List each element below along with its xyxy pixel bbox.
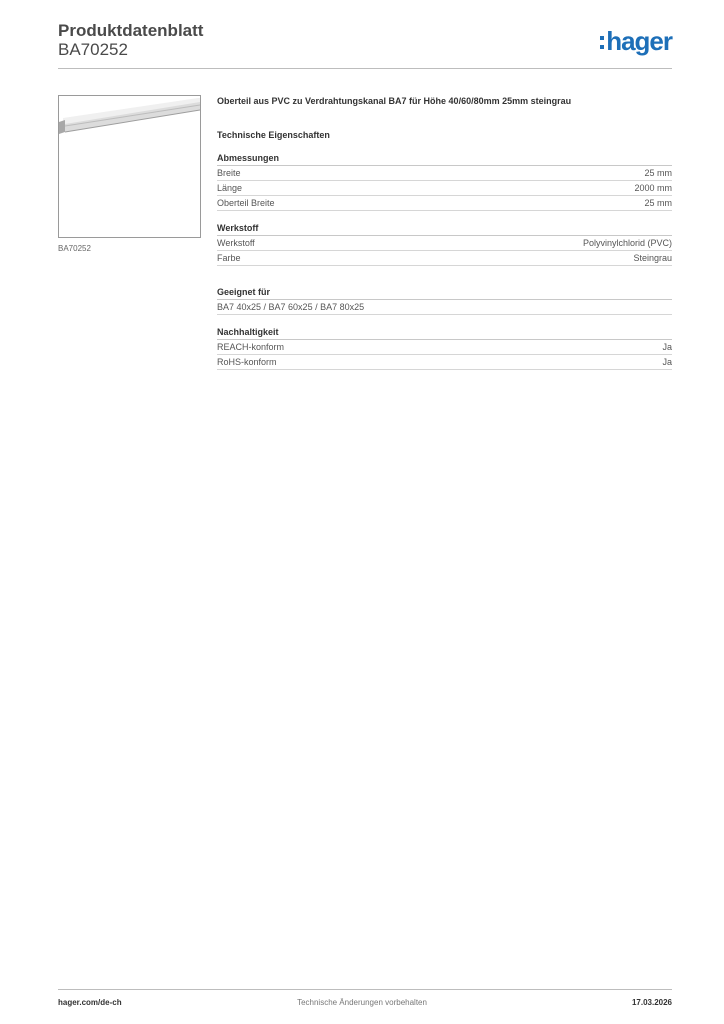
row-value: 25 mm: [644, 198, 672, 208]
footer-notice: Technische Änderungen vorbehalten: [297, 998, 427, 1007]
footer-divider: [58, 989, 672, 990]
row-label: BA7 40x25 / BA7 60x25 / BA7 80x25: [217, 302, 365, 312]
row-value: Ja: [662, 357, 672, 367]
section-title: Werkstoff: [217, 222, 672, 236]
image-caption: BA70252: [58, 244, 91, 253]
document-header: [58, 21, 203, 59]
table-row: [217, 300, 672, 315]
row-value: Steingrau: [633, 253, 672, 263]
section-title: Abmessungen: [217, 152, 672, 166]
row-value: 2000 mm: [634, 183, 672, 193]
technical-properties-heading: Technische Eigenschaften: [217, 130, 330, 140]
table-row: [217, 355, 672, 370]
section-title: Nachhaltigkeit: [217, 326, 672, 340]
logo-dots-icon: [600, 36, 604, 49]
row-label: Farbe: [217, 253, 241, 263]
hager-logo: [600, 26, 672, 56]
article-number: BA70252: [58, 40, 128, 59]
row-label: Werkstoff: [217, 238, 255, 248]
table-row: [217, 181, 672, 196]
table-row: [217, 196, 672, 211]
logo-text: hager: [606, 26, 672, 56]
row-label: Länge: [217, 183, 243, 193]
row-label: Oberteil Breite: [217, 198, 275, 208]
table-row: [217, 340, 672, 355]
row-value: Polyvinylchlorid (PVC): [582, 238, 672, 248]
footer-website-link[interactable]: hager.com/de-ch: [58, 998, 122, 1007]
row-value: 25 mm: [644, 168, 672, 178]
product-description: Oberteil aus PVC zu Verdrahtungskanal BA7 für Höhe 40/60/80mm 25mm steingrau: [217, 96, 572, 106]
footer-date: 17.03.2026: [631, 998, 672, 1007]
row-value: Ja: [662, 342, 672, 352]
table-row: [217, 236, 672, 251]
table-row: [217, 166, 672, 181]
row-label: Breite: [217, 168, 241, 178]
document-title: Produktdatenblatt: [58, 21, 204, 40]
cable-duct-cover-image: [58, 95, 201, 238]
section-material: [217, 222, 672, 266]
table-row: [217, 251, 672, 266]
product-content: [217, 95, 672, 370]
section-suitable-for: [217, 286, 672, 315]
section-title: Geeignet für: [217, 286, 672, 300]
row-label: RoHS-konform: [217, 357, 277, 367]
section-dimensions: [217, 152, 672, 211]
section-sustainability: [217, 326, 672, 370]
header-divider: [58, 68, 672, 69]
row-label: REACH-konform: [217, 342, 285, 352]
